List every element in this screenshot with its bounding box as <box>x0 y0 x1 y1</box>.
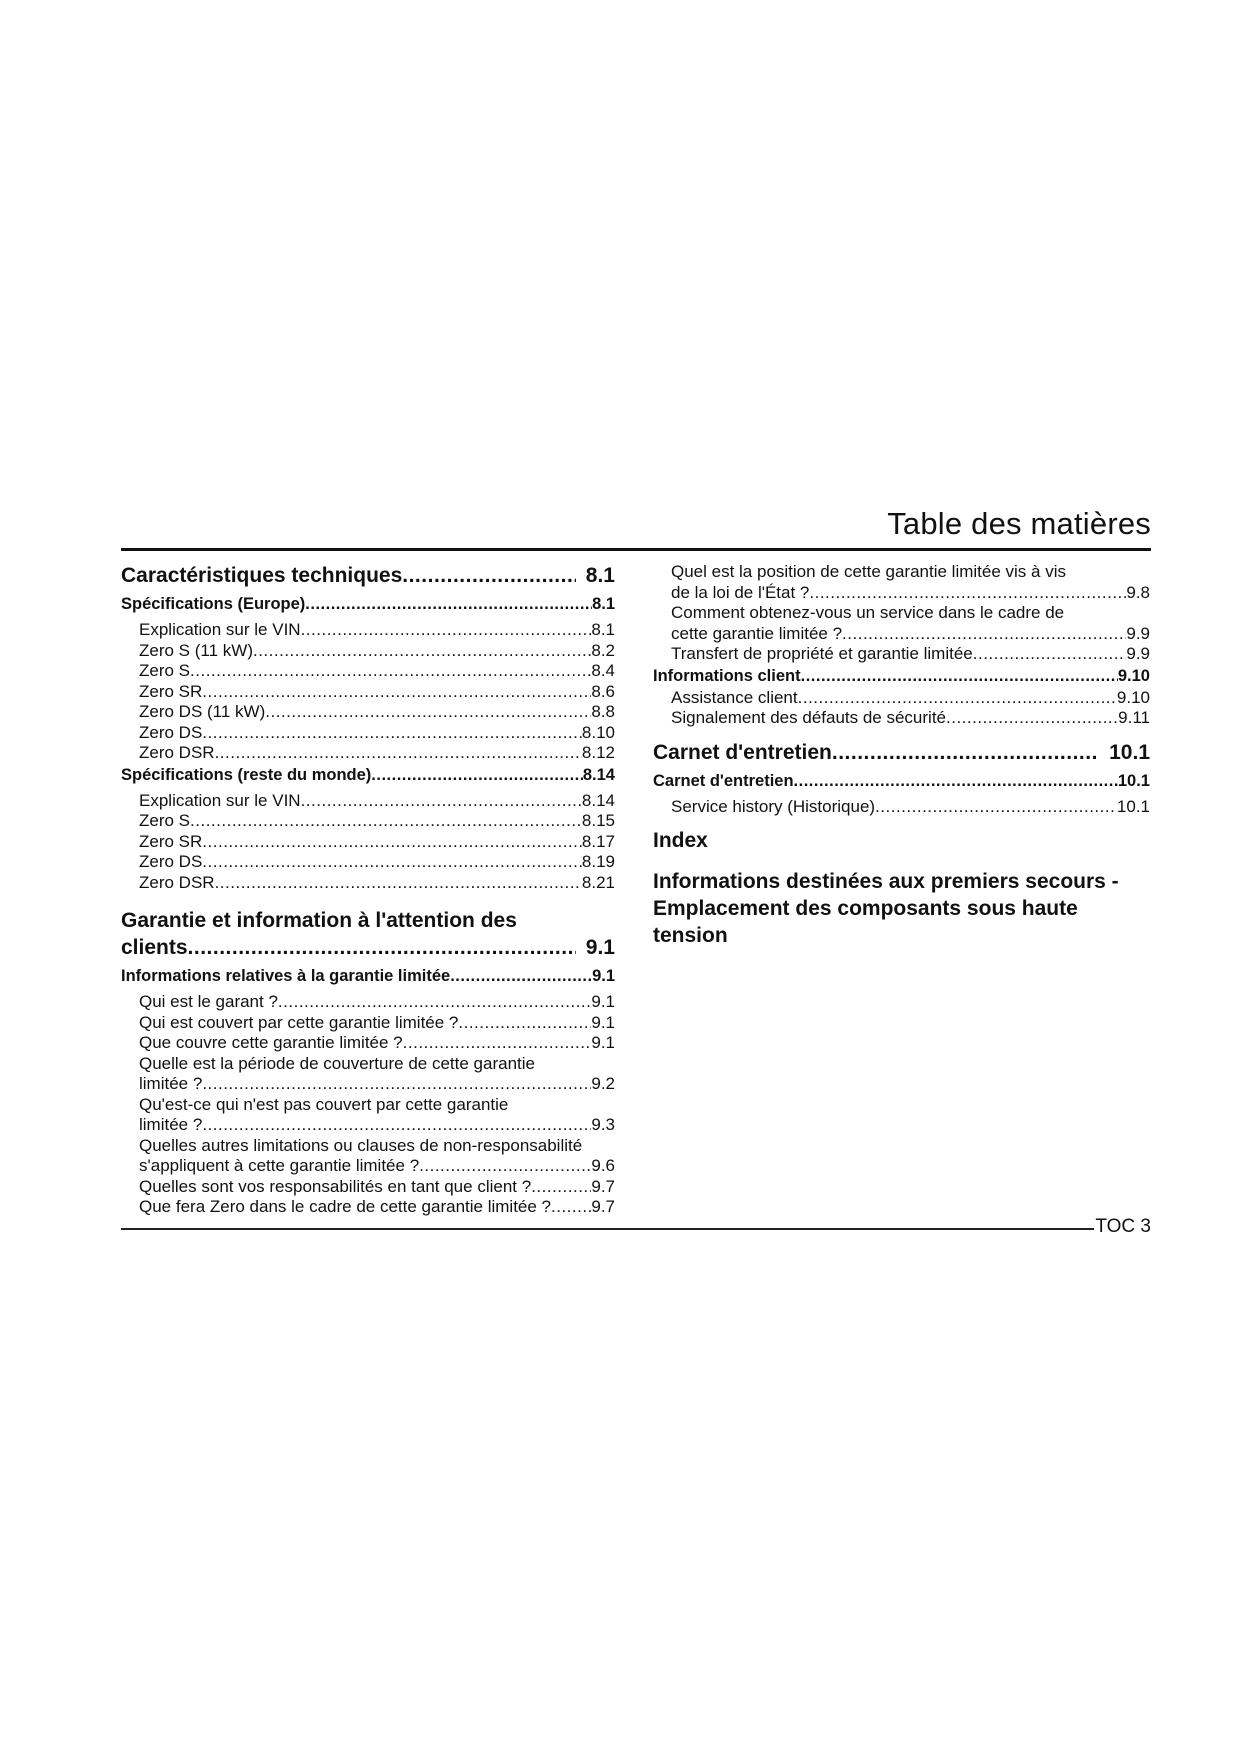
toc-entry[interactable] <box>121 620 615 641</box>
toc-page-number: 8.8 <box>591 702 615 721</box>
toc-entry[interactable] <box>121 1013 615 1034</box>
toc-subsection-world[interactable] <box>121 764 615 787</box>
toc-entry-label: Que fera Zero dans le cadre de cette garantie limitée ? <box>139 1197 552 1216</box>
toc-page-number: 8.12 <box>581 743 615 762</box>
toc-entry[interactable] <box>121 791 615 812</box>
toc-entry[interactable] <box>121 1115 615 1136</box>
dot-leader <box>202 723 582 744</box>
toc-entry-label: limitée ? <box>139 1074 203 1093</box>
toc-section-first-aid-line[interactable]: tension <box>653 924 728 947</box>
toc-entry-label: Explication sur le VIN <box>139 790 301 810</box>
toc-entry[interactable] <box>121 1177 615 1198</box>
toc-subsection-title: Spécifications (reste du monde) <box>121 765 372 784</box>
toc-page-number: 8.6 <box>591 681 615 701</box>
toc-entry[interactable] <box>121 811 615 832</box>
dot-leader <box>809 583 1126 604</box>
toc-entry-label: Service history (Historique) <box>671 796 876 816</box>
footer-rule <box>121 1228 1094 1230</box>
toc-section-index[interactable]: Index <box>653 829 708 852</box>
dot-leader <box>202 1115 591 1136</box>
toc-entry-label: Qui est le garant ? <box>139 992 278 1011</box>
toc-entry-label: Transfert de propriété et garantie limitée <box>671 644 973 663</box>
toc-entry[interactable] <box>653 644 1150 665</box>
dot-leader <box>190 811 582 832</box>
toc-entry-label: Assistance client <box>671 687 798 707</box>
dot-leader <box>801 665 1118 688</box>
dot-leader <box>301 791 582 812</box>
toc-entry[interactable] <box>121 702 615 723</box>
toc-entry[interactable] <box>121 1033 615 1054</box>
header-rule <box>121 548 1151 551</box>
toc-entry[interactable] <box>121 992 615 1013</box>
toc-entry-label: limitée ? <box>139 1115 203 1134</box>
toc-entry-label: Zero S <box>139 661 191 680</box>
toc-subsection-maintenance[interactable] <box>653 770 1150 793</box>
toc-page-number: 9.9 <box>1126 623 1150 643</box>
dot-leader <box>551 1197 591 1218</box>
dot-leader <box>371 764 583 787</box>
dot-leader <box>419 1156 591 1177</box>
toc-page-number: 8.19 <box>581 852 615 871</box>
dot-leader <box>215 873 582 894</box>
toc-entry[interactable] <box>121 661 615 682</box>
toc-entry-line[interactable]: Quelle est la période de couverture de cette garantie <box>139 1053 535 1073</box>
toc-subsection-warranty-info[interactable] <box>121 965 615 988</box>
toc-page-number: 8.14 <box>582 765 615 784</box>
toc-page-number: 9.8 <box>1126 582 1150 602</box>
toc-page-number: 8.10 <box>581 722 615 742</box>
toc-entry-label: Zero SR <box>139 831 203 851</box>
dot-leader <box>305 593 592 616</box>
toc-section-maintenance[interactable] <box>653 739 1150 766</box>
toc-page-number: 9.6 <box>591 1156 615 1175</box>
toc-subsection-title: Informations client <box>653 666 801 685</box>
toc-right-column <box>653 562 1150 949</box>
dot-leader <box>875 797 1117 818</box>
toc-entry[interactable] <box>121 1074 615 1095</box>
toc-entry[interactable] <box>653 797 1150 818</box>
toc-entry[interactable] <box>653 583 1150 604</box>
dot-leader <box>202 852 582 873</box>
toc-entry-line[interactable]: Comment obtenez-vous un service dans le cadre de <box>671 603 1065 622</box>
dot-leader <box>531 1177 591 1198</box>
toc-page-number: 8.14 <box>581 790 615 810</box>
toc-section-warranty[interactable] <box>121 934 615 961</box>
dot-leader <box>832 739 1099 766</box>
toc-entry[interactable] <box>121 832 615 853</box>
toc-page-number: 8.15 <box>581 811 615 830</box>
toc-subsection-title: Informations relatives à la garantie limitée <box>121 967 451 985</box>
dot-leader <box>202 682 591 703</box>
toc-entry[interactable] <box>121 1197 615 1218</box>
toc-subsection-title: Spécifications (Europe) <box>121 595 306 613</box>
toc-section-title: clients <box>121 936 188 959</box>
toc-entry-label: s'appliquent à cette garantie limitée ? <box>139 1156 420 1175</box>
dot-leader <box>798 688 1117 709</box>
toc-section-specs[interactable] <box>121 562 615 589</box>
dot-leader <box>188 934 576 961</box>
toc-entry[interactable] <box>653 708 1150 729</box>
toc-entry-line[interactable]: Quelles autres limitations ou clauses de non-responsabilité <box>139 1135 583 1155</box>
toc-entry[interactable] <box>121 1156 615 1177</box>
toc-page-number: 8.17 <box>581 831 615 851</box>
dot-leader <box>190 661 591 682</box>
toc-entry-label: Zero DSR <box>139 872 215 892</box>
toc-entry-label: de la loi de l'État ? <box>671 582 810 602</box>
toc-section-first-aid[interactable]: Informations destinées aux premiers secours - <box>653 870 1119 893</box>
toc-subsection-customer-info[interactable] <box>653 665 1150 688</box>
dot-leader <box>946 708 1118 729</box>
toc-subsection-title: Carnet d'entretien <box>653 771 794 790</box>
toc-entry-label: Zero SR <box>139 681 203 701</box>
toc-entry-label: Zero S <box>139 811 191 830</box>
toc-page-number: 9.1 <box>591 992 615 1011</box>
toc-entry[interactable] <box>121 641 615 662</box>
toc-page-number: 10.1 <box>1109 740 1150 764</box>
toc-left-column <box>121 562 615 1218</box>
toc-entry-label: Explication sur le VIN <box>139 620 301 639</box>
toc-page-number: 8.1 <box>592 595 615 613</box>
toc-entry[interactable] <box>121 682 615 703</box>
toc-page-number: 9.3 <box>591 1115 615 1134</box>
toc-page-number: 9.10 <box>1116 687 1150 707</box>
toc-entry-label: cette garantie limitée ? <box>671 623 843 643</box>
dot-leader <box>202 832 582 853</box>
toc-entry[interactable] <box>121 873 615 894</box>
toc-entry-line[interactable]: Qu'est-ce qui n'est pas couvert par cette garantie <box>139 1094 509 1114</box>
toc-page-number: 9.1 <box>591 1012 615 1032</box>
toc-page-number: 8.1 <box>591 620 615 639</box>
toc-entry[interactable] <box>121 852 615 873</box>
toc-entry[interactable] <box>653 624 1150 645</box>
dot-leader <box>794 770 1118 793</box>
toc-page-number: 9.10 <box>1117 666 1150 685</box>
dot-leader <box>253 641 591 662</box>
toc-page-number: 9.7 <box>591 1176 615 1196</box>
toc-section-first-aid-line[interactable]: Emplacement des composants sous haute <box>653 897 1078 920</box>
toc-entry-label: Zero DSR <box>139 743 215 762</box>
page-title: Table des matières <box>887 506 1151 541</box>
toc-section-title: Carnet d'entretien <box>653 740 832 764</box>
toc-page-number: 9.1 <box>585 936 615 959</box>
dot-leader <box>973 644 1127 665</box>
toc-page-number: 9.9 <box>1126 644 1150 663</box>
toc-entry-label: Signalement des défauts de sécurité <box>671 708 947 727</box>
toc-entry-label: Que couvre cette garantie limitée ? <box>139 1033 403 1052</box>
dot-leader <box>278 992 591 1013</box>
toc-entry-label: Quelles sont vos responsabilités en tant que client ? <box>139 1176 532 1196</box>
dot-leader <box>403 1033 592 1054</box>
toc-entry-label: Zero S (11 kW) <box>139 640 253 660</box>
dot-leader <box>265 702 591 723</box>
toc-entry-label: Qui est couvert par cette garantie limitée ? <box>139 1012 459 1032</box>
toc-entry-label: Zero DS <box>139 852 203 871</box>
toc-page-number: 8.2 <box>591 640 615 660</box>
toc-page-number: 8.1 <box>585 564 615 587</box>
toc-page-number: 10.1 <box>1117 771 1150 790</box>
dot-leader <box>215 743 582 764</box>
toc-subsection-europe[interactable] <box>121 593 615 616</box>
page-number-footer: TOC 3 <box>1095 1216 1151 1237</box>
toc-entry[interactable] <box>121 743 615 764</box>
dot-leader <box>301 620 592 641</box>
dot-leader <box>402 562 576 589</box>
toc-entry[interactable] <box>121 723 615 744</box>
toc-page-number: 9.1 <box>592 967 615 985</box>
toc-page-number: 10.1 <box>1116 796 1150 816</box>
toc-page-number: 8.21 <box>581 872 615 892</box>
toc-section-title-line[interactable]: Garantie et information à l'attention des <box>121 909 517 932</box>
toc-entry[interactable] <box>653 688 1150 709</box>
toc-page-number: 9.7 <box>591 1197 615 1216</box>
toc-page-number: 9.1 <box>591 1033 615 1052</box>
toc-page-number: 9.11 <box>1118 708 1150 727</box>
toc-entry-label: Zero DS (11 kW) <box>139 702 266 721</box>
toc-entry-line[interactable]: Quel est la position de cette garantie limitée vis à vis <box>671 562 1066 581</box>
dot-leader <box>202 1074 591 1095</box>
dot-leader <box>842 624 1126 645</box>
dot-leader <box>458 1013 591 1034</box>
toc-page-number: 8.4 <box>591 661 615 680</box>
toc-section-title: Caractéristiques techniques <box>121 564 403 587</box>
dot-leader <box>450 965 592 988</box>
toc-page-number: 9.2 <box>591 1074 615 1093</box>
toc-entry-label: Zero DS <box>139 722 203 742</box>
